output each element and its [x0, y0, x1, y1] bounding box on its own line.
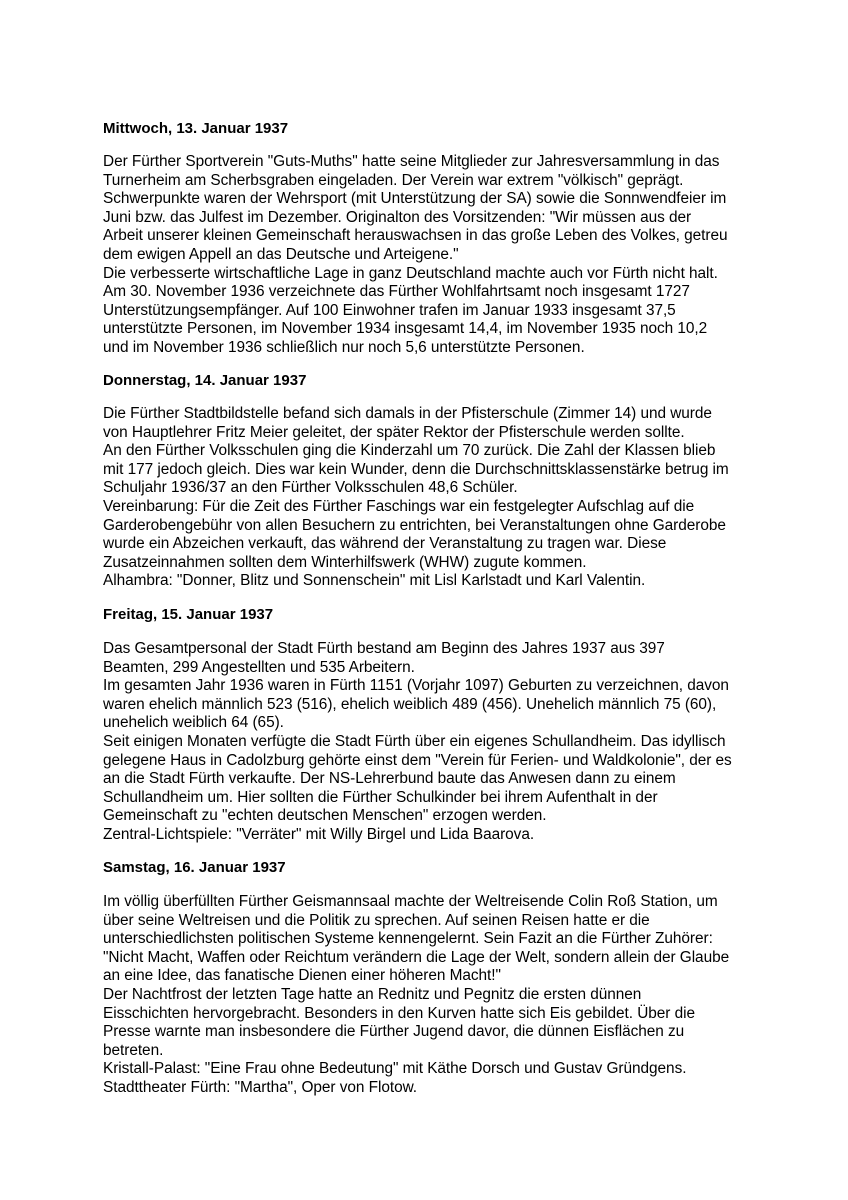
- text-line: betreten.: [103, 1041, 164, 1059]
- text-line: Vereinbarung: Für die Zeit des Fürther Faschings war ein festgelegter Aufschlag auf die: [103, 498, 695, 515]
- text-line: Unterstützungsempfänger. Auf 100 Einwohner trafen im Januar 1933 insgesamt 37,5: [103, 301, 676, 319]
- text-line: dem ewigen Appell an das Deutsche und Arteigene.": [103, 246, 459, 263]
- text-line: Beamten, 299 Angestellten und 535 Arbeitern.: [103, 658, 415, 676]
- text-line: Stadttheater Fürth: "Martha", Oper von Flotow.: [103, 1079, 418, 1096]
- text-line: an die Stadt Fürth verkaufte. Der NS-Lehrerbund baute das Anwesen dann zu einem: [103, 770, 676, 788]
- text-line: Turnerheim am Scherbsgraben eingeladen. Der Verein war extrem "völkisch" geprägt.: [103, 171, 684, 189]
- text-line: Das Gesamtpersonal der Stadt Fürth bestand am Beginn des Jahres 1937 aus 397: [103, 640, 665, 657]
- text-line: wurde ein Abzeichen verkauft, das während der Veranstaltung zu tragen war. Diese: [103, 535, 667, 553]
- section-heading: Samstag, 16. Januar 1937: [103, 859, 286, 876]
- section-heading: Mittwoch, 13. Januar 1937: [103, 120, 289, 137]
- text-line: unehelich weiblich 64 (65).: [103, 714, 284, 732]
- text-line: Gemeinschaft zu "echten deutschen Menschen" erzogen werden.: [103, 807, 547, 825]
- text-line: Schuljahr 1936/37 an den Fürther Volksschulen 48,6 Schüler.: [103, 479, 518, 497]
- text-line: Am 30. November 1936 verzeichnete das Fürther Wohlfahrtsamt noch insgesamt 1727: [103, 283, 690, 301]
- text-line: Im gesamten Jahr 1936 waren in Fürth 1151 (Vorjahr 1097) Geburten zu verzeichnen, davon: [103, 677, 729, 695]
- text-line: Alhambra: "Donner, Blitz und Sonnenschein" mit Lisl Karlstadt und Karl Valentin.: [103, 572, 646, 590]
- text-line: Im völlig überfüllten Fürther Geismannsaal machte der Weltreisende Colin Roß Station, um: [103, 893, 718, 910]
- text-line: Schwerpunkte waren der Wehrsport (mit Unterstützung der SA) sowie die Sonnwendfeier im: [103, 190, 727, 208]
- text-line: Kristall-Palast: "Eine Frau ohne Bedeutung" mit Käthe Dorsch und Gustav Gründgens.: [103, 1060, 687, 1078]
- text-line: und im November 1936 schließlich nur noch 5,6 unterstützte Personen.: [103, 339, 585, 356]
- text-line: Der Nachtfrost der letzten Tage hatte an Rednitz und Pegnitz die ersten dünnen: [103, 986, 642, 1003]
- text-line: unterschiedlichsten politischen Systeme kennengelernt. Sein Fazit an die Fürther Zuhörer:: [103, 930, 713, 948]
- text-line: Arbeit unserer kleinen Gemeinschaft herauswachsen in das große Leben des Volkes, getreu: [103, 227, 728, 245]
- text-line: Eisschichten hervorgebracht. Besonders in den Kurven hatte sich Eis gebildet. Über die: [103, 1004, 695, 1022]
- text-line: Die verbesserte wirtschaftliche Lage in ganz Deutschland machte auch vor Fürth nicht halt.: [103, 264, 718, 282]
- text-line: mit 177 jedoch gleich. Dies war kein Wunder, denn die Durchschnittsklassenstärke betrug im: [103, 460, 729, 478]
- text-line: gelegene Haus in Cadolzburg gehörte einst dem "Verein für Ferien- und Waldkolonie", der es: [103, 751, 732, 769]
- text-line: Der Fürther Sportverein "Guts-Muths" hatte seine Mitglieder zur Jahresversammlung in das: [103, 153, 720, 170]
- text-line: Die Fürther Stadtbildstelle befand sich damals in der Pfisterschule (Zimmer 14) und wurde: [103, 405, 712, 422]
- text-line: Zentral-Lichtspiele: "Verräter" mit Willy Birgel und Lida Baarova.: [103, 826, 535, 843]
- text-line: Presse warnte man insbesondere die Fürther Jugend davor, die dünnen Eisflächen zu: [103, 1023, 685, 1041]
- text-line: von Hauptlehrer Fritz Meier geleitet, der später Rektor der Pfisterschule werden sollte.: [103, 423, 685, 441]
- text-line: An den Fürther Volksschulen ging die Kinderzahl um 70 zurück. Die Zahl der Klassen blieb: [103, 442, 716, 460]
- text-line: waren ehelich männlich 523 (516), ehelich weiblich 489 (456). Unehelich männlich 75 (60),: [103, 695, 717, 713]
- text-line: Juni bzw. das Julfest im Dezember. Originalton des Vorsitzenden: "Wir müssen aus der: [103, 208, 692, 226]
- text-line: über seine Weltreisen und die Politik zu sprechen. Auf seinen Reisen hatte er die: [103, 911, 650, 929]
- text-line: unterstützte Personen, im November 1934 insgesamt 14,4, im November 1935 noch 10,2: [103, 320, 708, 338]
- text-line: "Nicht Macht, Waffen oder Reichtum verändern die Lage der Welt, sondern allein der Glaube: [103, 948, 730, 966]
- section-heading: Donnerstag, 14. Januar 1937: [103, 372, 307, 389]
- text-line: Schullandheim um. Hier sollten die Fürther Schulkinder bei ihrem Aufenthalt in der: [103, 788, 658, 806]
- section-heading: Freitag, 15. Januar 1937: [103, 606, 274, 623]
- text-line: Zusatzeinnahmen sollten dem Winterhilfswerk (WHW) zugute kommen.: [103, 553, 587, 571]
- text-line: Garderobengebühr von allen Besuchern zu entrichten, bei Veranstaltungen ohne Garderobe: [103, 516, 726, 534]
- text-line: Seit einigen Monaten verfügte die Stadt Fürth über ein eigenes Schullandheim. Das idyllisch: [103, 733, 726, 750]
- text-line: an eine Idee, das fanatische Dienen einer höheren Macht!": [103, 967, 501, 985]
